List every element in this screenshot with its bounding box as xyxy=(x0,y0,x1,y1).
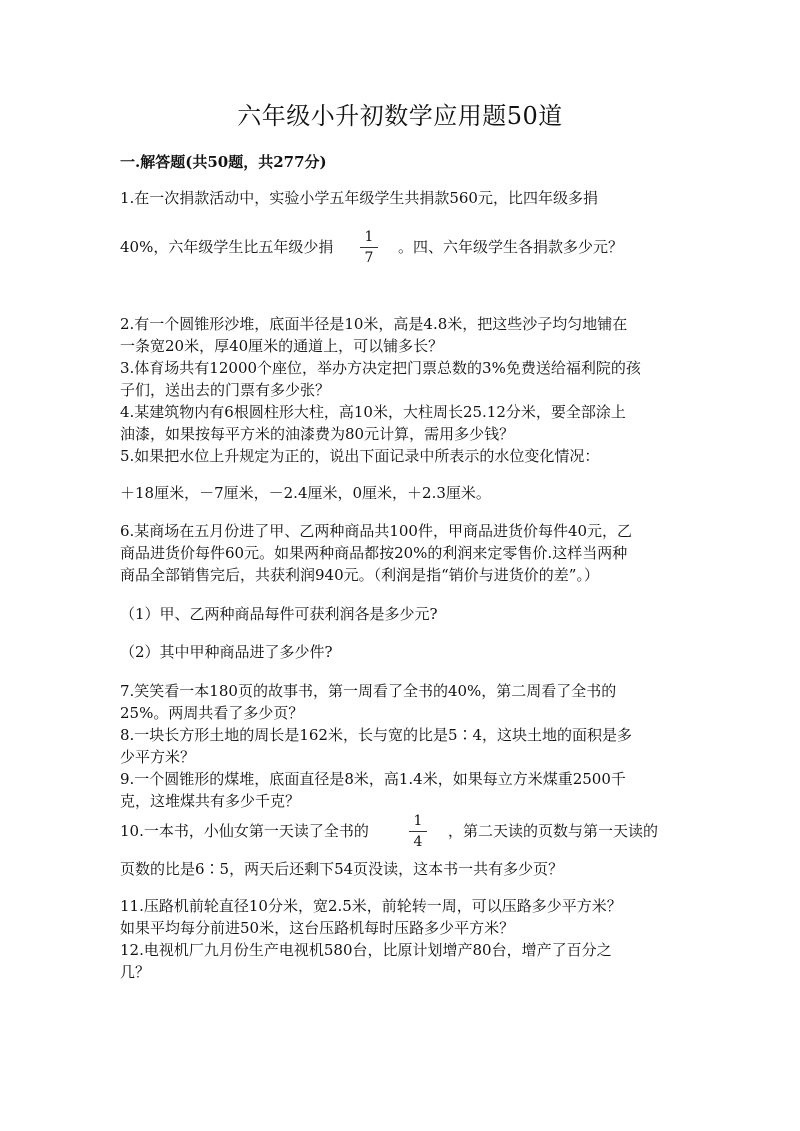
question-6-subquestion-1: （1）甲、乙两种商品每件可获利润各是多少元? xyxy=(120,605,438,623)
question-2-line-2: 一条宽20米，厚40厘米的通道上，可以铺多长？ xyxy=(120,337,444,355)
question-2-line-1: 2.有一个圆锥形沙堆，底面半径是10米，高是4.8米，把这些沙子均匀地铺在 xyxy=(120,315,628,333)
fraction-numerator: 1 xyxy=(413,813,423,829)
question-5-line-1: 5.如果把水位上升规定为正的，说出下面记录中所表示的水位变化情况： xyxy=(120,447,600,465)
fraction-bar xyxy=(409,831,427,832)
question-6-line-2: 商品进货价每件60元。如果两种商品都按20%的利润来定零售价.这样当两种 xyxy=(120,544,628,562)
fraction-numerator: 1 xyxy=(364,229,374,245)
question-4-line-1: 4.某建筑物内有6根圆柱形大柱，高10米，大柱周长25.12分米，要全部涂上 xyxy=(120,403,626,421)
question-9-line-1: 9.一个圆锥形的煤堆，底面直径是8米，高1.4米，如果每立方米煤重2500千 xyxy=(120,770,626,788)
fraction-bar xyxy=(360,247,378,248)
question-1-line-2a: 40%，六年级学生比五年级少捐 xyxy=(120,238,334,256)
question-10-fraction xyxy=(409,813,427,850)
fraction-denominator: 7 xyxy=(364,250,374,266)
question-6-line-3: 商品全部销售完后，共获利润940元。（利润是指“销价与进货价的差”。） xyxy=(120,566,599,584)
question-6-line-1: 6.某商场在五月份进了甲、乙两种商品共100件，甲商品进货价每件40元，乙 xyxy=(120,522,633,540)
question-1-fraction xyxy=(360,229,378,266)
question-6-subquestion-2: （2）其中甲种商品进了多少件? xyxy=(120,643,333,661)
question-1-line-2b: 。四、六年级学生各捐款多少元？ xyxy=(398,238,624,256)
question-12-line-1: 12.电视机厂九月份生产电视机580台，比原计划增产80台，增产了百分之 xyxy=(120,941,612,959)
question-8-line-2: 少平方米？ xyxy=(120,748,196,766)
section-heading: 一.解答题(共50题，共277分) xyxy=(120,153,327,171)
question-4-line-2: 油漆，如果按每平方米的油漆费为80元计算，需用多少钱？ xyxy=(120,425,515,443)
question-9-line-2: 克，这堆煤共有多少千克？ xyxy=(120,792,301,810)
question-5-line-2: ＋18厘米，－7厘米，－2.4厘米，0厘米，＋2.3厘米。 xyxy=(120,484,491,502)
question-10-line-1a: 10.一本书，小仙女第一天读了全书的 xyxy=(120,822,369,840)
question-12-line-2: 几？ xyxy=(120,963,151,981)
question-10-line-2: 页数的比是6∶5，两天后还剩下54页没读，这本书一共有多少页？ xyxy=(120,860,564,878)
question-8-line-1: 8.一块长方形土地的周长是162米，长与宽的比是5∶4，这块土地的面积是多 xyxy=(120,726,633,744)
question-3-line-2: 子们，送出去的门票有多少张？ xyxy=(120,381,331,399)
question-1-line-1: 1.在一次捐款活动中，实验小学五年级学生共捐款560元，比四年级多捐 xyxy=(120,189,598,207)
question-3-line-1: 3.体育场共有12000个座位，举办方决定把门票总数的3%免费送给福利院的孩 xyxy=(120,359,641,377)
page-title: 六年级小升初数学应用题50道 xyxy=(237,102,563,130)
question-7-line-2: 25%。两周共看了多少页？ xyxy=(120,704,304,722)
fraction-denominator: 4 xyxy=(413,834,423,850)
question-10-line-1b: ，第二天读的页数与第一天读的 xyxy=(448,822,659,840)
question-11-line-1: 11.压路机前轮直径10分米，宽2.5米，前轮转一周，可以压路多少平方米？ xyxy=(120,897,622,915)
question-7-line-1: 7.笑笑看一本180页的故事书，第一周看了全书的40%，第二周看了全书的 xyxy=(120,682,617,700)
question-11-line-2: 如果平均每分前进50米，这台压路机每时压路多少平方米？ xyxy=(120,919,515,937)
